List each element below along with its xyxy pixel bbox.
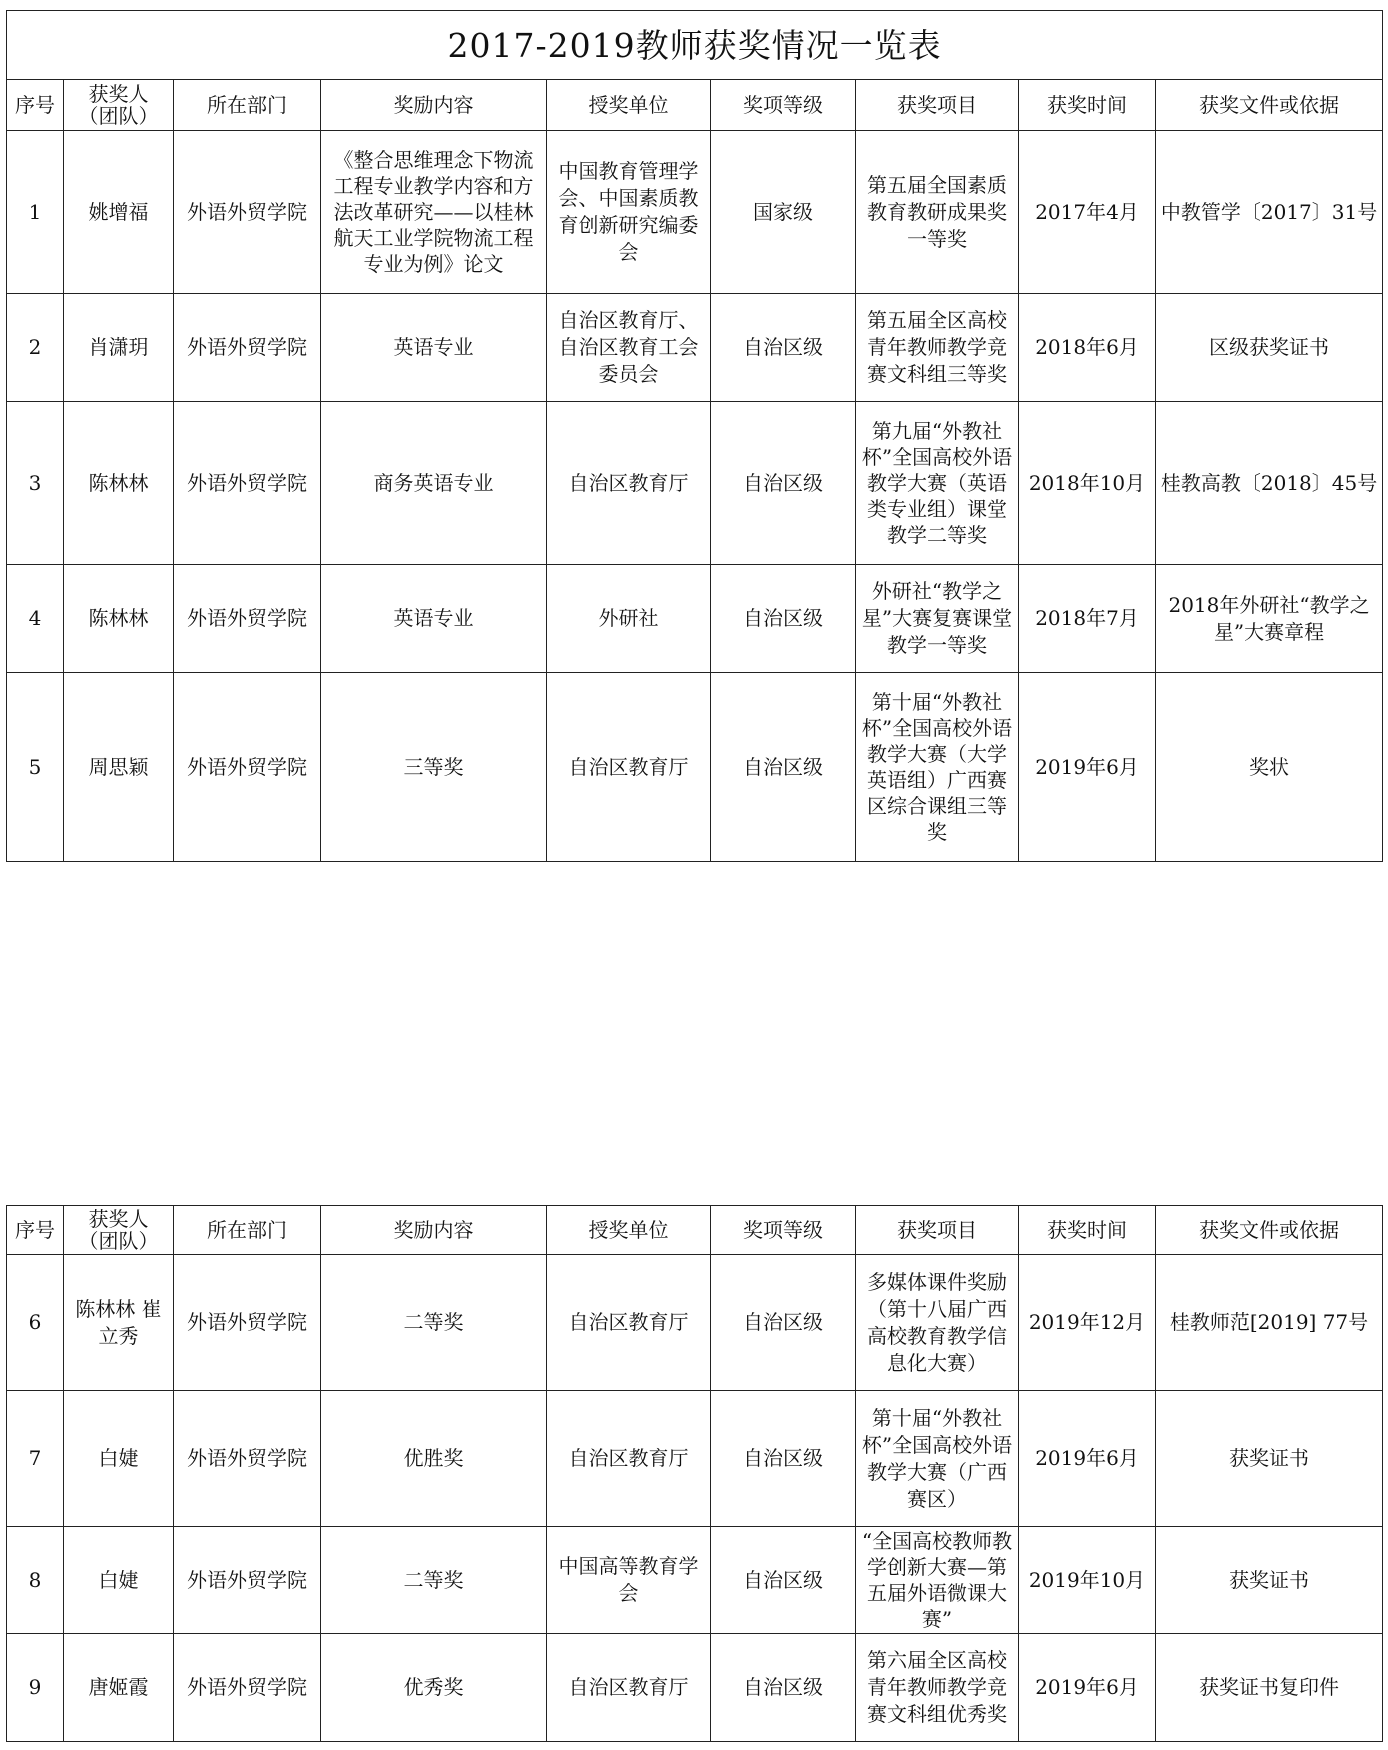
cell-dept: 外语外贸学院 bbox=[174, 294, 321, 402]
cell-project: 多媒体课件奖励（第十八届广西高校教育教学信息化大赛） bbox=[856, 1255, 1019, 1391]
table-row bbox=[7, 565, 1383, 673]
cell-dept: 外语外贸学院 bbox=[174, 1255, 321, 1391]
cell-winner: 肖潇玥 bbox=[64, 294, 174, 402]
cell-level: 自治区级 bbox=[711, 1255, 856, 1391]
cell-content: 《整合思维理念下物流工程专业教学内容和方法改革研究——以桂林航天工业学院物流工程专业为例》论文 bbox=[321, 131, 547, 294]
awards-table-page-2 bbox=[6, 1205, 1383, 1742]
table-row bbox=[7, 1634, 1383, 1742]
cell-document: 桂教高教〔2018〕45号 bbox=[1156, 402, 1383, 565]
table-title: 2017-2019教师获奖情况一览表 bbox=[7, 11, 1383, 80]
header-project: 获奖项目 bbox=[856, 80, 1019, 131]
cell-time: 2019年10月 bbox=[1019, 1527, 1156, 1634]
cell-time: 2018年6月 bbox=[1019, 294, 1156, 402]
header-level: 奖项等级 bbox=[711, 80, 856, 131]
header-dept: 所在部门 bbox=[174, 1206, 321, 1255]
header-dept: 所在部门 bbox=[174, 80, 321, 131]
header-issuer: 授奖单位 bbox=[547, 80, 711, 131]
cell-no: 2 bbox=[7, 294, 64, 402]
cell-project: 第十届“外教社杯”全国高校外语教学大赛（大学英语组）广西赛区综合课组三等奖 bbox=[856, 673, 1019, 862]
cell-issuer: 自治区教育厅、自治区教育工会委员会 bbox=[547, 294, 711, 402]
table-row bbox=[7, 294, 1383, 402]
table-row bbox=[7, 673, 1383, 862]
cell-time: 2018年7月 bbox=[1019, 565, 1156, 673]
cell-document: 2018年外研社“教学之星”大赛章程 bbox=[1156, 565, 1383, 673]
cell-content: 二等奖 bbox=[321, 1527, 547, 1634]
cell-issuer: 自治区教育厅 bbox=[547, 1634, 711, 1742]
cell-issuer: 自治区教育厅 bbox=[547, 1255, 711, 1391]
cell-project: 第六届全区高校青年教师教学竞赛文科组优秀奖 bbox=[856, 1634, 1019, 1742]
header-time: 获奖时间 bbox=[1019, 80, 1156, 131]
cell-content: 优秀奖 bbox=[321, 1634, 547, 1742]
cell-level: 自治区级 bbox=[711, 1391, 856, 1527]
table-row bbox=[7, 1391, 1383, 1527]
cell-level: 自治区级 bbox=[711, 402, 856, 565]
cell-issuer: 外研社 bbox=[547, 565, 711, 673]
cell-level: 自治区级 bbox=[711, 1634, 856, 1742]
cell-time: 2019年6月 bbox=[1019, 1391, 1156, 1527]
cell-project: 外研社“教学之星”大赛复赛课堂教学一等奖 bbox=[856, 565, 1019, 673]
cell-project: 第九届“外教社杯”全国高校外语教学大赛（英语类专业组）课堂教学二等奖 bbox=[856, 402, 1019, 565]
cell-level: 自治区级 bbox=[711, 294, 856, 402]
table-row bbox=[7, 402, 1383, 565]
header-document: 获奖文件或依据 bbox=[1156, 1206, 1383, 1255]
cell-document: 获奖证书复印件 bbox=[1156, 1634, 1383, 1742]
cell-winner: 陈林林 bbox=[64, 402, 174, 565]
header-row bbox=[7, 1206, 1383, 1255]
table-row bbox=[7, 1527, 1383, 1634]
header-no: 序号 bbox=[7, 80, 64, 131]
cell-content: 三等奖 bbox=[321, 673, 547, 862]
cell-no: 7 bbox=[7, 1391, 64, 1527]
cell-no: 3 bbox=[7, 402, 64, 565]
cell-content: 英语专业 bbox=[321, 294, 547, 402]
cell-document: 桂教师范[2019] 77号 bbox=[1156, 1255, 1383, 1391]
cell-document: 奖状 bbox=[1156, 673, 1383, 862]
cell-time: 2018年10月 bbox=[1019, 402, 1156, 565]
cell-winner: 陈林林 崔立秀 bbox=[64, 1255, 174, 1391]
cell-time: 2019年12月 bbox=[1019, 1255, 1156, 1391]
header-document: 获奖文件或依据 bbox=[1156, 80, 1383, 131]
header-row bbox=[7, 80, 1383, 131]
cell-dept: 外语外贸学院 bbox=[174, 131, 321, 294]
table-row bbox=[7, 131, 1383, 294]
header-issuer: 授奖单位 bbox=[547, 1206, 711, 1255]
header-winner: 获奖人 （团队） bbox=[64, 80, 174, 131]
cell-winner: 白婕 bbox=[64, 1527, 174, 1634]
cell-time: 2017年4月 bbox=[1019, 131, 1156, 294]
cell-issuer: 中国高等教育学会 bbox=[547, 1527, 711, 1634]
cell-document: 中教管学〔2017〕31号 bbox=[1156, 131, 1383, 294]
cell-content: 英语专业 bbox=[321, 565, 547, 673]
cell-no: 4 bbox=[7, 565, 64, 673]
cell-dept: 外语外贸学院 bbox=[174, 1527, 321, 1634]
cell-no: 5 bbox=[7, 673, 64, 862]
cell-time: 2019年6月 bbox=[1019, 673, 1156, 862]
cell-dept: 外语外贸学院 bbox=[174, 1391, 321, 1527]
cell-winner: 周思颖 bbox=[64, 673, 174, 862]
cell-level: 自治区级 bbox=[711, 565, 856, 673]
cell-issuer: 自治区教育厅 bbox=[547, 402, 711, 565]
awards-table-page-1 bbox=[6, 10, 1383, 862]
cell-winner: 唐姬霞 bbox=[64, 1634, 174, 1742]
header-winner: 获奖人 （团队） bbox=[64, 1206, 174, 1255]
cell-winner: 白婕 bbox=[64, 1391, 174, 1527]
cell-dept: 外语外贸学院 bbox=[174, 565, 321, 673]
cell-content: 商务英语专业 bbox=[321, 402, 547, 565]
cell-no: 1 bbox=[7, 131, 64, 294]
cell-project: 第五届全国素质教育教研成果奖一等奖 bbox=[856, 131, 1019, 294]
cell-level: 自治区级 bbox=[711, 673, 856, 862]
header-project: 获奖项目 bbox=[856, 1206, 1019, 1255]
cell-issuer: 自治区教育厅 bbox=[547, 1391, 711, 1527]
cell-time: 2019年6月 bbox=[1019, 1634, 1156, 1742]
cell-winner: 陈林林 bbox=[64, 565, 174, 673]
cell-issuer: 自治区教育厅 bbox=[547, 673, 711, 862]
table-row bbox=[7, 1255, 1383, 1391]
cell-project: 第五届全区高校青年教师教学竞赛文科组三等奖 bbox=[856, 294, 1019, 402]
cell-level: 国家级 bbox=[711, 131, 856, 294]
cell-document: 区级获奖证书 bbox=[1156, 294, 1383, 402]
header-level: 奖项等级 bbox=[711, 1206, 856, 1255]
cell-content: 二等奖 bbox=[321, 1255, 547, 1391]
cell-issuer: 中国教育管理学会、中国素质教育创新研究编委会 bbox=[547, 131, 711, 294]
header-content: 奖励内容 bbox=[321, 80, 547, 131]
cell-project: “全国高校教师教学创新大赛—第五届外语微课大赛” bbox=[856, 1527, 1019, 1634]
cell-dept: 外语外贸学院 bbox=[174, 673, 321, 862]
header-time: 获奖时间 bbox=[1019, 1206, 1156, 1255]
cell-dept: 外语外贸学院 bbox=[174, 402, 321, 565]
cell-no: 6 bbox=[7, 1255, 64, 1391]
cell-level: 自治区级 bbox=[711, 1527, 856, 1634]
cell-no: 9 bbox=[7, 1634, 64, 1742]
cell-project: 第十届“外教社杯”全国高校外语教学大赛（广西赛区） bbox=[856, 1391, 1019, 1527]
cell-document: 获奖证书 bbox=[1156, 1527, 1383, 1634]
cell-dept: 外语外贸学院 bbox=[174, 1634, 321, 1742]
cell-no: 8 bbox=[7, 1527, 64, 1634]
cell-winner: 姚增福 bbox=[64, 131, 174, 294]
cell-content: 优胜奖 bbox=[321, 1391, 547, 1527]
header-no: 序号 bbox=[7, 1206, 64, 1255]
header-content: 奖励内容 bbox=[321, 1206, 547, 1255]
cell-document: 获奖证书 bbox=[1156, 1391, 1383, 1527]
